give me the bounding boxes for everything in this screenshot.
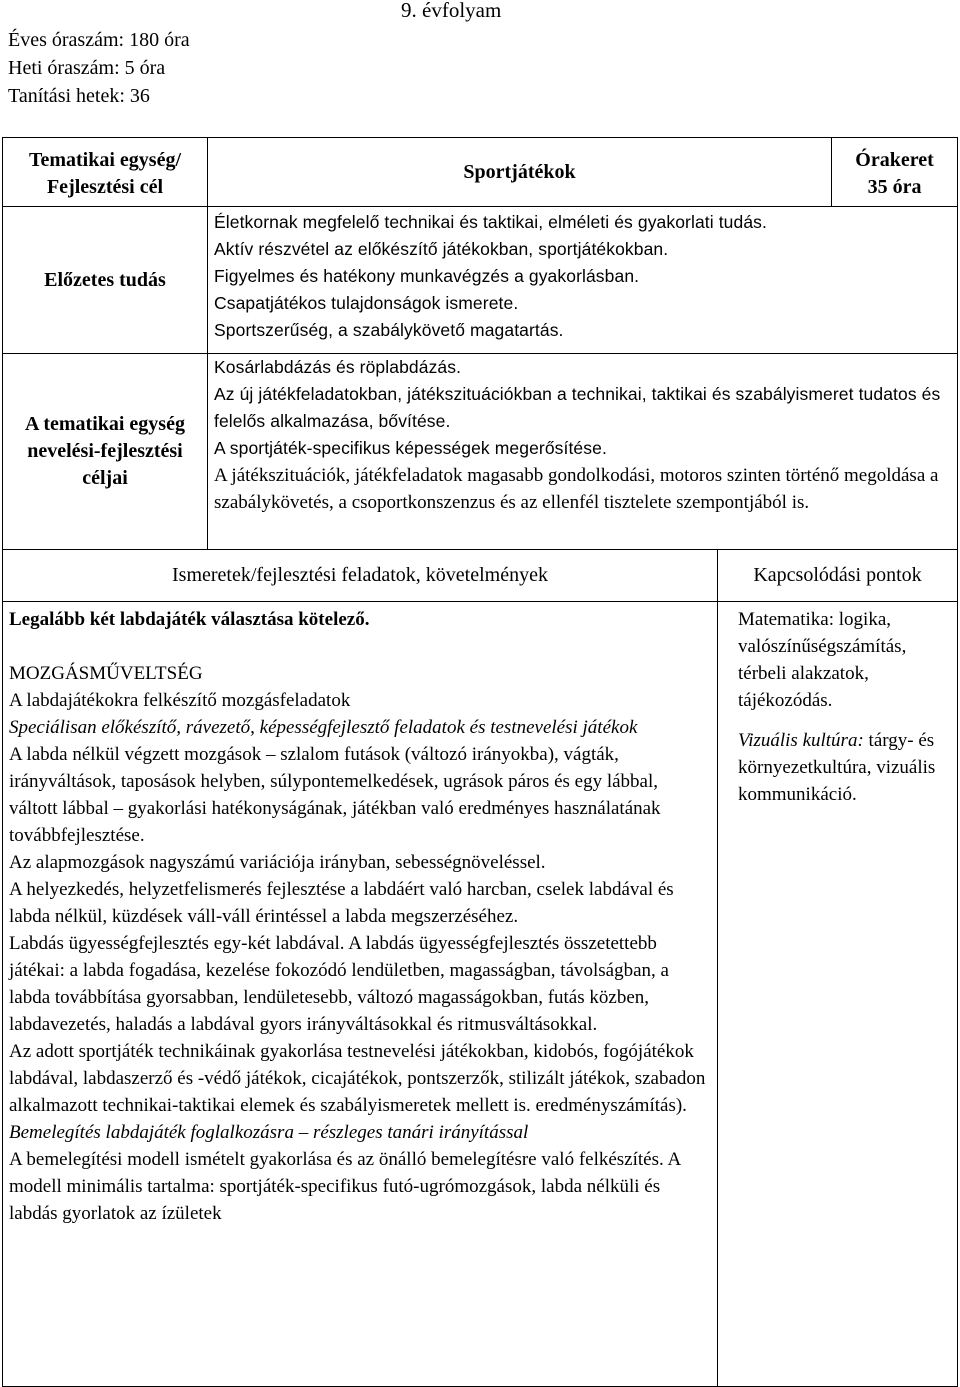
goals-paragraph: A játékszituációk, játékfeladatok magasabb gondolkodási, motoros szinten történő megoldása a szabálykövetés, a csoportkonszenzus és az ellenfél tisztelete szempontjából is. xyxy=(214,465,939,513)
italic-title: Speciálisan előkészítő, rávezető, képességfejlesztő feladatok és testnevelési játékok xyxy=(9,717,638,738)
connections-content xyxy=(718,602,958,1387)
connections-header: Kapcsolódási pontok xyxy=(753,564,922,586)
unit-label-cell xyxy=(3,138,208,207)
prior-knowledge-label-cell xyxy=(3,207,208,354)
prior-knowledge-line: Aktív részvétel az előkészítő játékokban, sportjátékokban. xyxy=(214,239,669,259)
prior-knowledge-row xyxy=(3,207,958,354)
goals-label-line1: A tematikai egység xyxy=(25,413,185,435)
unit-title: Sportjátékok xyxy=(463,160,576,183)
section-title: MOZGÁSMŰVELTSÉG xyxy=(9,663,203,684)
requirements-paragraph: A bemelegítési modell ismételt gyakorlása és az önálló bemelegítésre való felkészítés. A modell minimális tartalma: sportjáték-specifikus futó-ugrómozgások, labda nélküli és labdás gyorlatok az ízületek xyxy=(9,1149,681,1224)
sub-title: A labdajátékokra felkészítő mozgásfeladatok xyxy=(9,690,351,711)
unit-label-line2: Fejlesztési cél xyxy=(46,176,164,198)
goals-label-cell xyxy=(3,354,208,550)
connection-math: Matematika: logika, valószínűségszámítás, térbeli alakzatok, tájékozódás. xyxy=(738,609,907,711)
hours-cell xyxy=(832,138,958,207)
requirements-header-cell xyxy=(3,550,718,602)
hours-label: Órakeret xyxy=(855,149,934,171)
unit-header-row xyxy=(3,138,958,207)
connection-visual-text: tárgy- és környezetkultúra, vizuális kommunikáció. xyxy=(738,730,936,805)
requirements-content xyxy=(3,602,718,1387)
curriculum-table xyxy=(2,137,958,1387)
requirements-paragraph: A labda nélkül végzett mozgások – szlalom futások (változó irányokba), vágták, irányváltások, taposások helyben, súlypontemelkedések, ugrások páros és egy lábbal, váltott lábbal – gyakorlási hatékonyságának, játékban való eredményes használatának továbbfejlesztése. xyxy=(9,744,661,846)
prior-knowledge-line: Életkornak megfelelő technikai és taktikai, elméleti és gyakorlati tudás. xyxy=(214,212,767,232)
mandatory-note: Legalább két labdajáték választása kötelező. xyxy=(9,609,370,630)
requirements-paragraph: Az adott sportjáték technikáinak gyakorlása testnevelési játékokban, kidobós, fogójátékok labdával, labdaszerző és -védő játékok, cicajátékok, pontszerzők, stilizált játékok, szabadon alkalmazott technikai-taktikai elemek és szabályismeretek mellett is. eredményszámítás). xyxy=(9,1041,706,1116)
requirements-content-row xyxy=(3,602,958,1387)
unit-label-line1: Tematikai egység/ xyxy=(28,149,182,171)
goals-line: A sportjáték-specifikus képességek megerősítése. xyxy=(214,438,607,458)
weekly-hours: Heti óraszám: 5 óra xyxy=(8,57,166,79)
prior-knowledge-line: Sportszerűség, a szabálykövető magatartás. xyxy=(214,320,564,340)
connections-header-cell xyxy=(718,550,958,602)
prior-knowledge-line: Csapatjátékos tulajdonságok ismerete. xyxy=(214,293,519,313)
annual-hours: Éves óraszám: 180 óra xyxy=(8,29,190,51)
warmup-title: Bemelegítés labdajáték foglalkozásra – részleges tanári irányítással xyxy=(9,1122,529,1143)
connection-visual-label: Vizuális kultúra: xyxy=(738,730,864,751)
grade-title: 9. évfolyam xyxy=(401,0,502,22)
goals-label-line3: céljai xyxy=(82,467,128,489)
unit-title-cell xyxy=(208,138,832,207)
requirements-paragraph: Labdás ügyességfejlesztés egy-két labdával. A labdás ügyességfejlesztés összetettebb játékai: a labda fogadása, kezelése fokozódó lendületben, magasságban, távolságban, a labda továbbítása gyorsabban, lendületesebb, változó magasságokban, futás közben, labdavezetés, haladás a labdával gyors irányváltásokkal és ritmusváltásokkal. xyxy=(9,933,669,1035)
goals-row xyxy=(3,354,958,550)
requirements-paragraph: A helyezkedés, helyzetfelismerés fejlesztése a labdáért való harcban, cselek labdával és labda nélkül, küzdések váll-váll érintéssel a labda megszerzéséhez. xyxy=(9,879,674,927)
goals-line: Az új játékfeladatokban, játékszituációkban a technikai, taktikai és szabályismeret tudatos és felelős alkalmazása, bővítése. xyxy=(214,384,941,431)
goals-content xyxy=(208,354,958,550)
goals-line: Kosárlabdázás és röplabdázás. xyxy=(214,357,462,377)
requirements-paragraph: Az alapmozgások nagyszámú variációja irányban, sebességnöveléssel. xyxy=(9,852,546,873)
requirements-header-row xyxy=(3,550,958,602)
prior-knowledge-label: Előzetes tudás xyxy=(44,268,166,291)
prior-knowledge-content xyxy=(208,207,958,354)
connection-visual xyxy=(738,727,949,808)
requirements-header: Ismeretek/fejlesztési feladatok, követelmények xyxy=(172,564,548,586)
goals-label-line2: nevelési-fejlesztési xyxy=(27,440,183,462)
prior-knowledge-line: Figyelmes és hatékony munkavégzés a gyakorlásban. xyxy=(214,266,640,286)
course-hours-info xyxy=(8,26,190,110)
teaching-weeks: Tanítási hetek: 36 xyxy=(8,85,150,107)
hours-value: 35 óra xyxy=(867,176,922,198)
